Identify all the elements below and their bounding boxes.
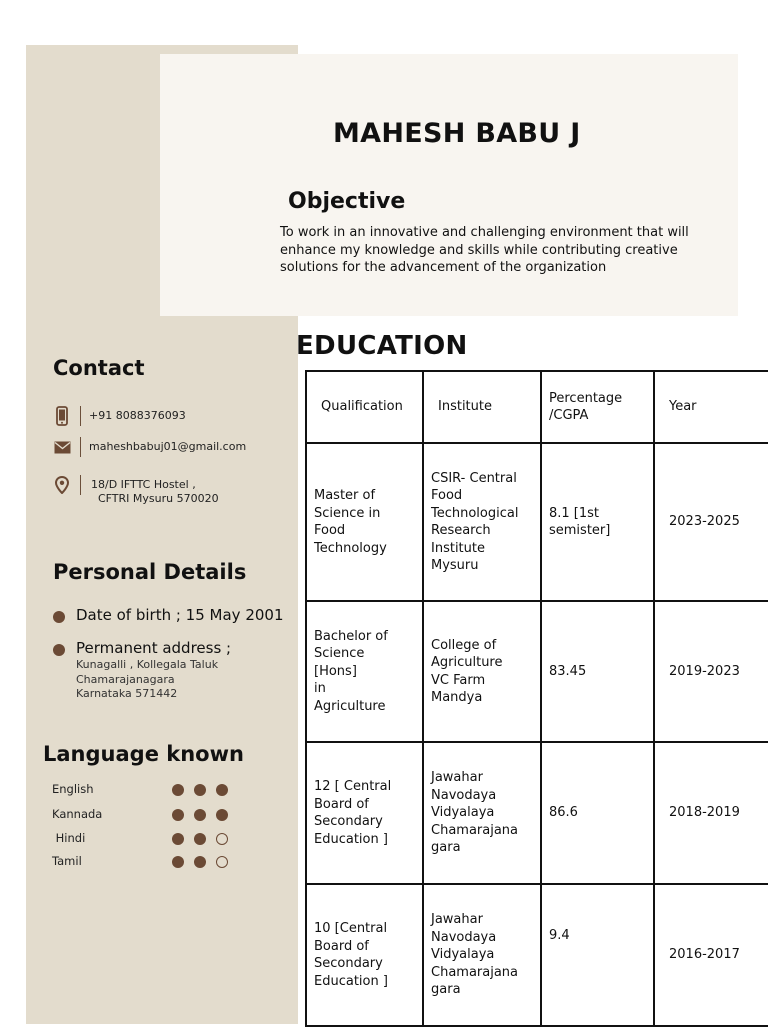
language-item [52, 831, 242, 847]
address-item [53, 639, 231, 702]
language-name: English [52, 782, 94, 796]
empty-dot-icon [216, 856, 228, 868]
personal-details-heading: Personal Details [53, 560, 247, 584]
bullet-icon [53, 644, 65, 656]
language-name: Kannada [52, 807, 103, 821]
table-row [306, 443, 768, 601]
language-item [52, 807, 242, 823]
objective-heading: Objective [288, 189, 406, 214]
table-cell: College of Agriculture VC Farm Mandya [423, 601, 541, 742]
candidate-name: MAHESH BABU J [333, 118, 581, 149]
table-cell: 86.6 [541, 742, 654, 884]
proficiency-rating [172, 784, 228, 796]
proficiency-rating [172, 809, 228, 821]
location-pin-icon [52, 475, 72, 495]
table-cell: Bachelor of Science [Hons] in Agriculture [306, 601, 423, 742]
bullet-icon [53, 611, 65, 623]
filled-dot-icon [172, 809, 184, 821]
table-cell: CSIR- Central Food Technological Research Institute Mysuru [423, 443, 541, 601]
divider [80, 437, 81, 457]
table-header-cell: Percentage /CGPA [541, 371, 654, 443]
dob-text: Date of birth ; 15 May 2001 [76, 606, 284, 624]
table-cell: Jawahar Navodaya Vidyalaya Chamarajana gara [423, 742, 541, 884]
contact-phone [52, 406, 186, 426]
filled-dot-icon [194, 833, 206, 845]
table-header-cell: Institute [423, 371, 541, 443]
header-card [160, 54, 738, 316]
table-row [306, 742, 768, 884]
table-cell: 9.4 [541, 884, 654, 1026]
language-item [52, 854, 242, 870]
filled-dot-icon [172, 784, 184, 796]
filled-dot-icon [216, 784, 228, 796]
filled-dot-icon [216, 809, 228, 821]
filled-dot-icon [194, 856, 206, 868]
education-heading: EDUCATION [296, 331, 468, 361]
table-cell: 10 [Central Board of Secondary Education ] [306, 884, 423, 1026]
mail-icon [52, 437, 72, 457]
phone-icon [52, 406, 72, 426]
table-cell: 12 [ Central Board of Secondary Education ] [306, 742, 423, 884]
contact-heading: Contact [53, 356, 145, 380]
filled-dot-icon [194, 784, 206, 796]
divider [80, 406, 81, 426]
objective-text: To work in an innovative and challenging environment that will enhance my knowledge and skills while contributing creative solutions for the advancement of the organization [280, 225, 689, 275]
education-table [305, 370, 768, 1027]
filled-dot-icon [172, 856, 184, 868]
table-cell: 2023-2025 [654, 443, 768, 601]
table-cell: 2016-2017 [654, 884, 768, 1026]
contact-email [52, 437, 246, 457]
table-row [306, 884, 768, 1026]
address-label: Permanent address ; [76, 639, 232, 657]
table-row [306, 601, 768, 742]
contact-address [52, 475, 219, 506]
empty-dot-icon [216, 833, 228, 845]
table-cell: 83.45 [541, 601, 654, 742]
proficiency-rating [172, 856, 228, 868]
address-line: Chamarajanagara [76, 672, 175, 686]
table-cell: 2019-2023 [654, 601, 768, 742]
address-line: Karnataka 571442 [76, 687, 178, 700]
address-line: Kunagalli , Kollegala Taluk [76, 658, 219, 671]
table-header-row [306, 371, 768, 443]
dob-item [53, 606, 284, 625]
table-header-cell: Qualification [306, 371, 423, 443]
table-cell: 8.1 [1st semister] [541, 443, 654, 601]
filled-dot-icon [194, 809, 206, 821]
language-name: Hindi [52, 831, 86, 845]
divider [80, 475, 81, 495]
language-item [52, 782, 242, 798]
email-address: maheshbabuj01@gmail.com [89, 440, 247, 453]
table-cell: Jawahar Navodaya Vidyalaya Chamarajana gara [423, 884, 541, 1026]
table-cell: Master of Science in Food Technology [306, 443, 423, 601]
language-name: Tamil [52, 854, 82, 868]
address-text: 18/D IFTTC Hostel , CFTRI Mysuru 570020 [91, 478, 219, 505]
table-cell: 2018-2019 [654, 742, 768, 884]
proficiency-rating [172, 833, 228, 845]
languages-heading: Language known [43, 742, 244, 766]
filled-dot-icon [172, 833, 184, 845]
table-header-cell: Year [654, 371, 768, 443]
phone-number: +91 8088376093 [89, 409, 186, 422]
